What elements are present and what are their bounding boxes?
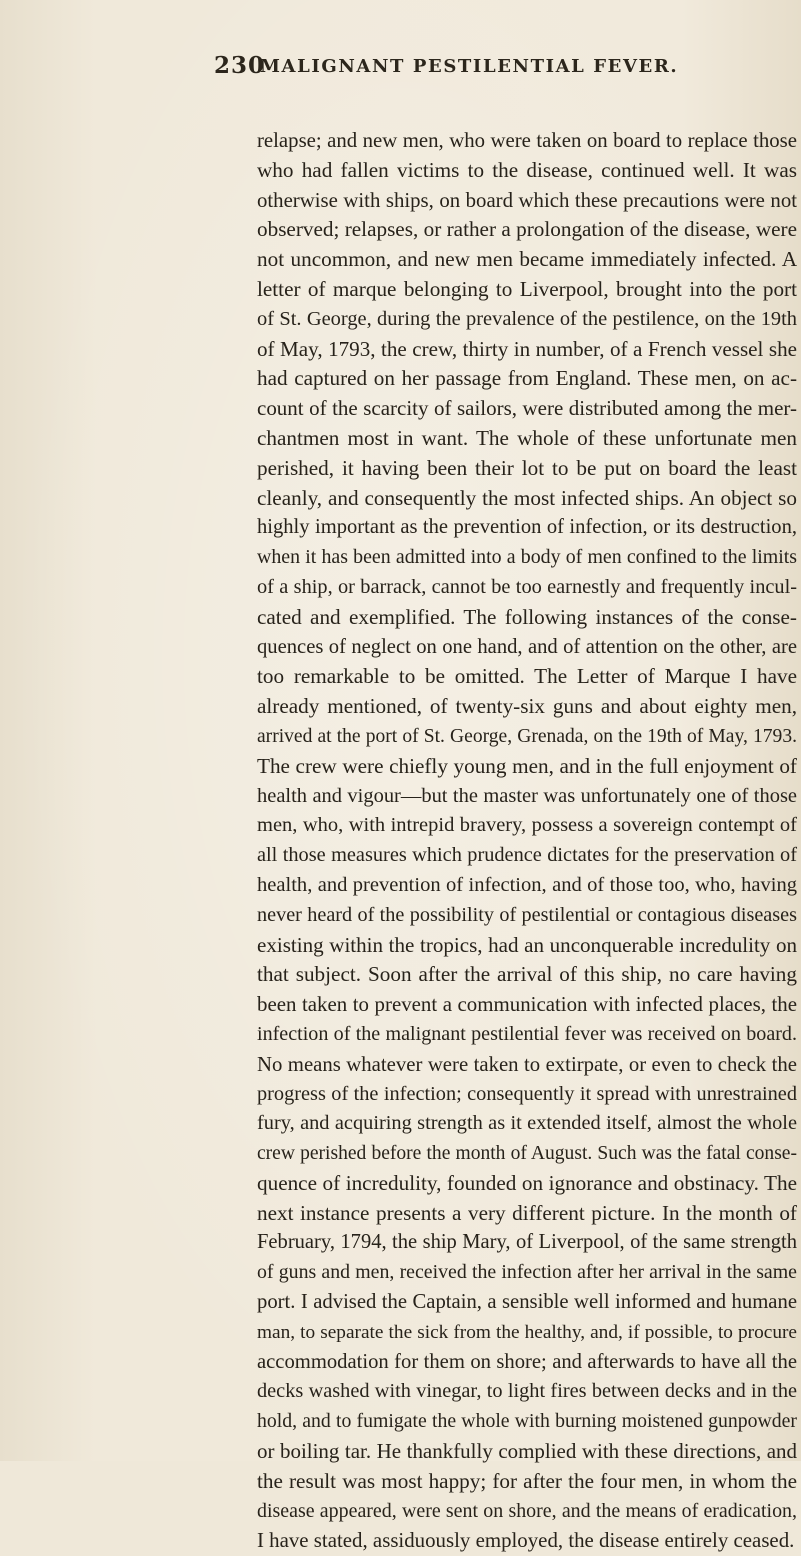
text-line: chantmen most in want. The whole of these unfortunate men	[257, 425, 797, 450]
text-line: letter of marque belonging to Liverpool, brought into the port	[257, 276, 797, 301]
text-line: existing within the tropics, had an unconquerable incredulity on	[257, 932, 797, 957]
text-line: progress of the infection; consequently it spread with unrestrained	[257, 1082, 797, 1105]
text-line: arrived at the port of St. George, Grenada, on the 19th of May, 1793.	[257, 725, 797, 747]
text-line: not uncommon, and new men became immediately infected. A	[257, 247, 797, 272]
text-line: I have stated, assiduously employed, the disease entirely ceased.	[257, 1528, 795, 1553]
text-line: of St. George, during the prevalence of the pestilence, on the 19th	[257, 307, 797, 330]
text-line: who had fallen victims to the disease, continued well. It was	[257, 157, 797, 182]
text-line: already mentioned, of twenty-six guns and about eighty men,	[257, 694, 797, 719]
text-line: infection of the malignant pestilential fever was received on board.	[257, 1022, 797, 1045]
text-line: port. I advised the Captain, a sensible well informed and humane	[257, 1291, 797, 1314]
text-line: decks washed with vinegar, to light fires between decks and in the	[257, 1380, 797, 1403]
text-line: or boiling tar. He thankfully complied with these directions, and	[257, 1439, 797, 1464]
text-line: been taken to prevent a communication with infected places, the	[257, 992, 797, 1017]
text-line: never heard of the possibility of pestilential or contagious diseases	[257, 903, 797, 926]
text-line: too remarkable to be omitted. The Letter of Marque I have	[257, 664, 797, 689]
text-line: of guns and men, received the infection after her arrival in the same	[257, 1261, 797, 1284]
text-line: hold, and to fumigate the whole with burning moistened gunpowder	[257, 1410, 797, 1433]
text-line: cleanly, and consequently the most infected ships. An object so	[257, 485, 797, 510]
text-line: when it has been admitted into a body of men confined to the limits	[257, 546, 797, 569]
text-line: otherwise with ships, on board which these precautions were not	[257, 187, 797, 212]
text-line: accommodation for them on shore; and afterwards to have all the	[257, 1350, 797, 1373]
text-line: health and vigour—but the master was unfortunately one of those	[257, 784, 797, 807]
text-line: quences of neglect on one hand, and of attention on the other, are	[257, 635, 797, 658]
text-line: of a ship, or barrack, cannot be too earnestly and frequently incul-	[257, 575, 797, 598]
text-line: next instance presents a very different picture. In the month of	[257, 1200, 797, 1225]
page-number: 230	[214, 52, 266, 79]
text-line: man, to separate the sick from the healthy, and, if possible, to procure	[257, 1321, 797, 1343]
text-line: of May, 1793, the crew, thirty in number, of a French vessel she	[257, 336, 797, 361]
text-line: relapse; and new men, who were taken on board to replace those	[257, 128, 797, 152]
text-line: the result was most happy; for after the four men, in whom the	[257, 1468, 797, 1493]
text-line: crew perished before the month of August. Such was the fatal conse-	[257, 1143, 797, 1165]
text-line: The crew were chiefly young men, and in the full enjoyment of	[257, 753, 797, 778]
text-line: men, who, with intrepid bravery, possess a sovereign contempt of	[257, 814, 797, 837]
text-line: observed; relapses, or rather a prolongation of the disease, were	[257, 217, 797, 242]
text-line: fury, and acquiring strength as it extended itself, almost the whole	[257, 1112, 797, 1135]
running-title: MALIGNANT PESTILENTIAL FEVER.	[260, 56, 679, 77]
text-line: No means whatever were taken to extirpate, or even to check the	[257, 1052, 797, 1076]
text-line: February, 1794, the ship Mary, of Liverpool, of the same strength	[257, 1231, 797, 1254]
text-line: health, and prevention of infection, and of those too, who, having	[257, 873, 797, 896]
text-line: perished, it having been their lot to be put on board the least	[257, 455, 797, 480]
text-line: cated and exemplified. The following instances of the conse-	[257, 604, 797, 629]
text-line: that subject. Soon after the arrival of this ship, no care having	[257, 962, 797, 987]
text-line: count of the scarcity of sailors, were distributed among the mer-	[257, 396, 797, 421]
text-line: highly important as the prevention of infection, or its destruction,	[257, 516, 797, 539]
text-line: had captured on her passage from England. These men, on ac-	[257, 366, 797, 391]
running-head	[0, 52, 801, 86]
text-line: quence of incredulity, founded on ignorance and obstinacy. The	[257, 1170, 797, 1195]
text-line: all those measures which prudence dictates for the preservation of	[257, 844, 797, 867]
text-line: disease appeared, were sent on shore, and the means of eradication,	[257, 1499, 797, 1522]
body-paragraph	[257, 126, 797, 1556]
